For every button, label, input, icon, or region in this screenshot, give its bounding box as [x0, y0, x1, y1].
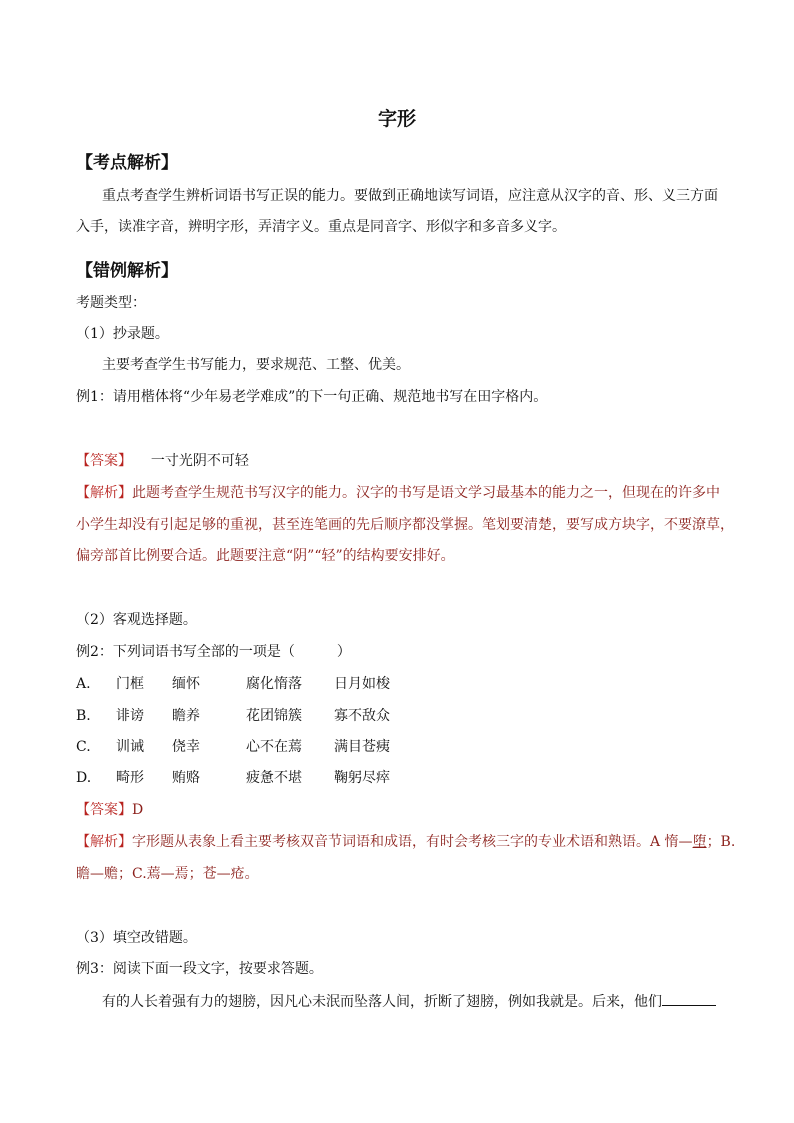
example-3: 例3：阅读下面一段文字，按要求答题。 [76, 961, 323, 977]
answer-tag: 【答案】 [76, 802, 132, 818]
paragraph-line: 入手，读准字音，辨明字形，弄清字义。重点是同音字、形似字和多音多义字。 [76, 219, 566, 235]
question-types-label: 考题类型： [76, 295, 146, 311]
example-1-analysis-line: 偏旁部首比例要合适。此题要注意“阴”“轻”的结构要安排好。 [76, 548, 455, 564]
section-heading-cuoli: 【错例解析】 [76, 261, 178, 281]
option-a: A. 门框 缅怀 腐化惰落 日月如梭 [76, 676, 390, 692]
page-title: 字形 [377, 108, 416, 130]
question-type-2: （2）客观选择题。 [76, 612, 197, 628]
answer-text: D [132, 802, 144, 818]
example-1-analysis-line: 小学生却没有引起足够的重视，甚至连笔画的先后顺序都没掌握。笔划要清楚，要写成方块字，不要潦草， [76, 517, 734, 533]
example-2-answer [76, 800, 143, 820]
option-d: D. 畸形 贿赂 疲惫不堪 鞠躬尽瘁 [76, 770, 390, 786]
answer-text: 一寸光阴不可轻 [150, 453, 249, 469]
option-b: B. 诽谤 瞻养 花团锦簇 寡不敌众 [76, 708, 390, 724]
question-type-1-desc: 主要考查学生书写能力，要求规范、工整、优美。 [102, 357, 410, 373]
example-2-analysis-line: 【解析】字形题从表象上看主要考核双音节词语和成语，有时会考核三字的专业术语和熟语。A 惰—堕；B. [76, 834, 736, 850]
question-type-1: （1）抄录题。 [76, 326, 169, 342]
section-heading-kaodian: 【考点解析】 [76, 153, 178, 173]
example-2: 例2：下列词语书写全部的一项是（ ） [76, 644, 351, 660]
option-c: C. 训诫 侥幸 心不在蔫 满目苍痍 [76, 739, 390, 755]
answer-tag: 【答案】 [76, 453, 132, 469]
fill-blank [662, 991, 716, 1006]
example-3-text: 有的人长着强有力的翅膀，因凡心未泯而坠落人间，折断了翅膀，例如我就是。后来，他们 [102, 991, 716, 1012]
analysis-tag: 【解析】 [76, 834, 132, 850]
example-1: 例1：请用楷体将“少年易老学难成”的下一句正确、规范地书写在田字格内。 [76, 389, 548, 405]
example-1-answer [76, 451, 249, 471]
example-2-analysis-line: 瞻—赡；C.蔫—焉；苍—疮。 [76, 866, 259, 882]
question-type-3: （3）填空改错题。 [76, 930, 197, 946]
analysis-tag: 【解析】 [76, 485, 132, 501]
paragraph-line: 重点考查学生辨析词语书写正误的能力。要做到正确地读写词语，应注意从汉字的音、形、义三方面 [102, 188, 718, 204]
example-1-analysis-line: 【解析】此题考查学生规范书写汉字的能力。汉字的书写是语文学习最基本的能力之一，但现在的许多中 [76, 485, 720, 501]
